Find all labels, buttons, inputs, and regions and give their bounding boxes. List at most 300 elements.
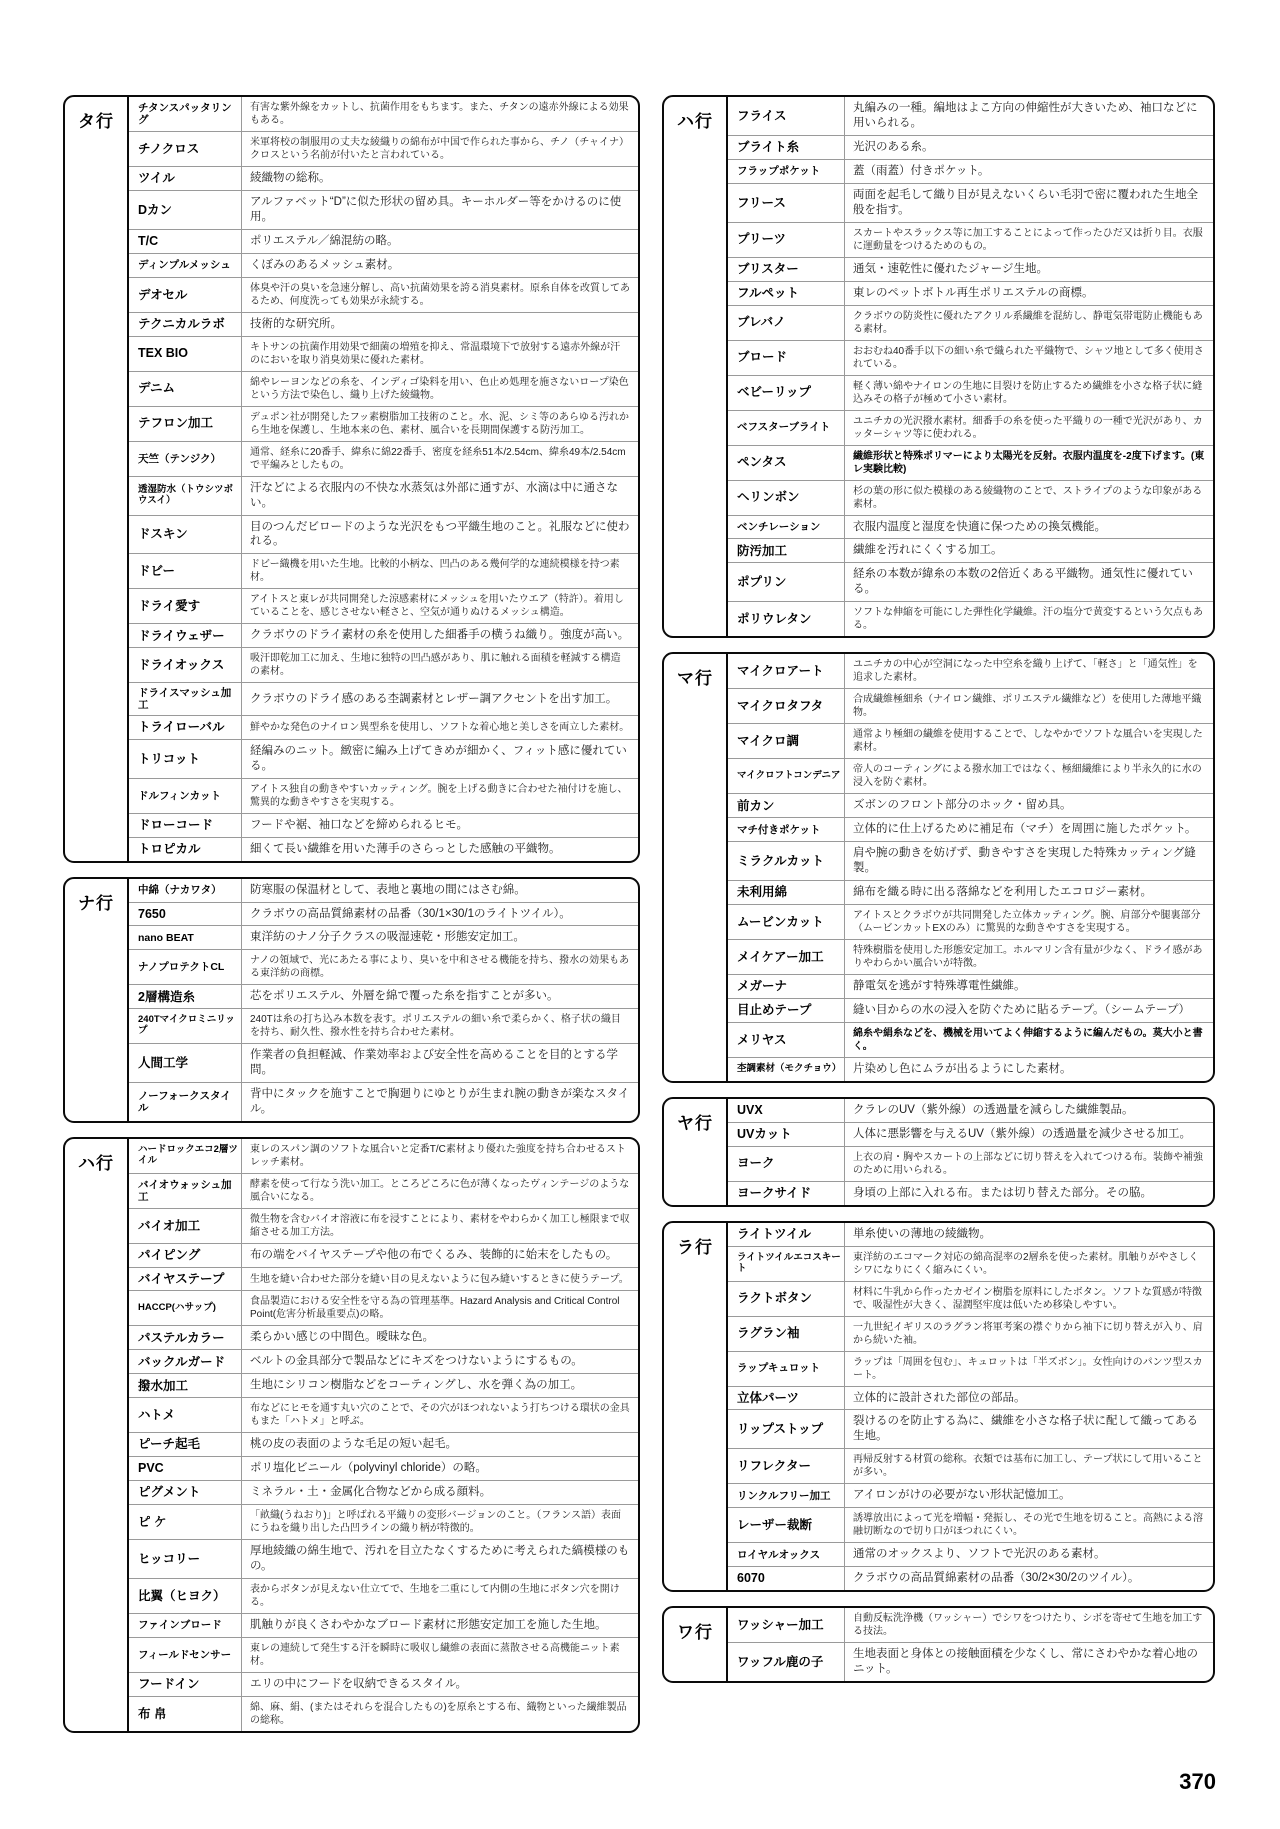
definition-cell: 経糸の本数が緯糸の本数の2倍近くある平織物。通気性に優れている。: [844, 563, 1213, 601]
column-right: [662, 95, 1215, 1683]
term-cell: 人間工学: [138, 1056, 189, 1071]
definition-cell: 両面を起毛して織り目が見えないくらい毛羽で密に覆われた生地全般を指す。: [844, 184, 1213, 222]
section-label: ハ行: [664, 97, 728, 636]
glossary-row: [129, 167, 638, 191]
definition-cell: 桃の皮の表面のような毛足の短い起毛。: [241, 1433, 638, 1456]
term-cell: バックルガード: [138, 1354, 226, 1369]
glossary-row: [728, 689, 1213, 724]
glossary-row: [129, 1481, 638, 1505]
term-cell: ベビーリップ: [737, 385, 812, 400]
glossary-row: [728, 1508, 1213, 1543]
term-cell: メガーナ: [737, 979, 788, 994]
definition-cell: 綿、麻、絹、(またはそれらを混合したもの)を原糸とする布、織物といった繊維製品の総称。: [241, 1697, 638, 1731]
definition-cell: 体臭や汗の臭いを急速分解し、高い抗菌効果を誇る消臭素材。原糸自体を改質してあるため、何度洗っても効果が永続する。: [241, 278, 638, 312]
section-label: ラ行: [664, 1223, 728, 1591]
glossary-row: [728, 306, 1213, 341]
term-cell: ペンタス: [737, 455, 787, 470]
definition-cell: 再帰反射する材質の総称。衣類では基布に加工し、テープ状にして用いることが多い。: [844, 1449, 1213, 1483]
glossary-row: [728, 160, 1213, 184]
term-cell: 目止めテープ: [737, 1003, 812, 1018]
section-rows: [129, 97, 638, 861]
definition-cell: ナノの領域で、光にあたる事により、臭いを中和させる機能を持ち、撥水の効果もある東洋紡の商標。: [241, 950, 638, 984]
glossary-section: [63, 877, 640, 1124]
definition-cell: 厚地綾織の綿生地で、汚れを目立たなくするために考えられた縞模様のもの。: [241, 1540, 638, 1578]
section-rows: [129, 1139, 638, 1731]
definition-cell: 240Tは糸の打ち込み本数を表す。ポリエステルの細い糸で柔らかく、格子状の織目を持ち、耐久性、撥水性を持ち合わせた素材。: [241, 1009, 638, 1043]
definition-cell: 東洋紡のナノ分子クラスの吸湿速乾・形態安定加工。: [241, 926, 638, 949]
definition-cell: 肩や腕の動きを妨げず、動きやすさを実現した特殊カッティング縫製。: [844, 842, 1213, 880]
definition-cell: 布の端をバイヤステープや他の布でくるみ、装飾的に始末をしたもの。: [241, 1244, 638, 1267]
definition-cell: 芯をポリエステル、外層を綿で覆った糸を指すことが多い。: [241, 985, 638, 1008]
glossary-row: [129, 1614, 638, 1638]
glossary-row: [728, 1449, 1213, 1484]
term-cell: マイクロフトコンデニア: [737, 769, 841, 781]
definition-cell: 有害な紫外線をカットし、抗菌作用をもちます。また、チタンの遠赤外線による効果もある。: [241, 97, 638, 131]
definition-cell: 通常、経糸に20番手、緯糸に綿22番手、密度を経糸51本/2.54cm、緯糸49本/2.54cmで平編みとしたもの。: [241, 442, 638, 476]
definition-cell: クラレのUV（紫外線）の透過量を減らした繊維製品。: [844, 1099, 1213, 1122]
section-label: タ行: [65, 97, 129, 861]
definition-cell: ユニチカの中心が空洞になった中空糸を織り上げて、「軽さ」と「通気性」を追求した素材。: [844, 654, 1213, 688]
term-cell: ラクトボタン: [737, 1291, 813, 1306]
glossary-row: [129, 1350, 638, 1374]
glossary-row: [129, 1291, 638, 1326]
glossary-row: [728, 1387, 1213, 1411]
glossary-row: [728, 282, 1213, 306]
term-cell: 布 帛: [138, 1706, 167, 1721]
definition-cell: ラップは「周囲を包む」、キュロットは「半ズボン」。女性向けのパンツ型スカート。: [844, 1352, 1213, 1386]
definition-cell: 細くて長い繊維を用いた薄手のさらっとした感触の平織物。: [241, 838, 638, 861]
term-cell: メイケアー加工: [737, 949, 824, 964]
definition-cell: 衣服内温度と湿度を快適に保つための換気機能。: [844, 516, 1213, 539]
term-cell: チノクロス: [138, 141, 200, 156]
term-cell: ピーチ起毛: [138, 1437, 201, 1452]
glossary-row: [728, 1223, 1213, 1247]
term-cell: PVC: [138, 1461, 164, 1476]
definition-cell: 綿糸や絹糸などを、機械を用いてよく伸縮するように編んだもの。莫大小と書く。: [844, 1023, 1213, 1057]
term-cell: T/C: [138, 234, 159, 249]
glossary-row: [129, 740, 638, 779]
glossary-row: [129, 926, 638, 950]
section-label: マ行: [664, 654, 728, 1081]
definition-cell: 経編みのニット。緻密に編み上げてきめが細かく、フィット感に優れている。: [241, 740, 638, 778]
glossary-row: [129, 1697, 638, 1731]
term-cell: デニム: [138, 381, 176, 396]
term-cell: ブロード: [737, 350, 788, 365]
definition-cell: 酵素を使って行なう洗い加工。ところどころに色が薄くなったヴィンテージのような風合いになる。: [241, 1174, 638, 1208]
page-number: 370: [1179, 1769, 1216, 1794]
definition-cell: 通常のオックスより、ソフトで光沢のある素材。: [844, 1543, 1213, 1566]
term-cell: ラグラン袖: [737, 1326, 800, 1341]
glossary-row: [129, 1244, 638, 1268]
glossary-row: [728, 184, 1213, 223]
glossary-row: [728, 411, 1213, 446]
glossary-row: [129, 97, 638, 132]
glossary-row: [129, 683, 638, 716]
term-cell: ドライオックス: [138, 658, 225, 673]
term-cell: ムービンカット: [737, 914, 824, 929]
term-cell: 杢調素材（モクチョウ）: [737, 1062, 842, 1074]
glossary-row: [129, 1083, 638, 1121]
glossary-row: [728, 446, 1213, 481]
definition-cell: 材料に牛乳から作ったカゼイン樹脂を原料にしたボタン。ソフトな質感が特徴で、吸湿性が大きく、湿潤堅牢度は低いため移染しやすい。: [844, 1282, 1213, 1316]
glossary-section: [662, 652, 1215, 1083]
glossary-row: [728, 376, 1213, 411]
definition-cell: 杉の葉の形に似た模様のある綾織物のことで、ストライプのような印象がある素材。: [844, 481, 1213, 515]
definition-cell: 技術的な研究所。: [241, 313, 638, 336]
definition-cell: 片染めし色にムラが出るようにした素材。: [844, 1058, 1213, 1081]
glossary-row: [129, 442, 638, 477]
glossary-row: [129, 230, 638, 254]
definition-cell: 東洋紡のエコマーク対応の綿高混率の2層糸を使った素材。肌触りがやさしくシワになりにくく縮みにくい。: [844, 1247, 1213, 1281]
term-cell: フードイン: [138, 1677, 200, 1692]
definition-cell: 立体的に仕上げるために補足布（マチ）を周囲に施したポケット。: [844, 818, 1213, 841]
definition-cell: 生地にシリコン樹脂などをコーティングし、水を弾く為の加工。: [241, 1374, 638, 1397]
term-cell: ワッシャー加工: [737, 1617, 824, 1632]
term-cell: UVカット: [737, 1126, 792, 1141]
term-cell: UVX: [737, 1103, 763, 1118]
term-cell: メリヤス: [737, 1032, 787, 1047]
glossary-row: [129, 1174, 638, 1209]
section-rows: [728, 1223, 1213, 1591]
definition-cell: 綿やレーヨンなどの糸を、インディゴ染料を用い、色止め処理を施さないロープ染色という方法で染色し、織り上げた綾織物。: [241, 372, 638, 406]
glossary-row: [129, 879, 638, 903]
glossary-row: [129, 1326, 638, 1350]
term-cell: ヒッコリー: [138, 1551, 201, 1566]
glossary-section: [662, 1606, 1215, 1683]
term-cell: ナノプロテクトCL: [138, 961, 225, 974]
definition-cell: アイトス独自の動きやすいカッティング。腕を上げる動きに合わせた袖付けを施し、驚異的な動きやすさを実現する。: [241, 779, 638, 813]
definition-cell: 防寒服の保温材として、表地と裏地の間にはさむ綿。: [241, 879, 638, 902]
term-cell: ヨークサイド: [737, 1185, 812, 1200]
section-label: ヤ行: [664, 1099, 728, 1205]
definition-cell: 生地表面と身体との接触面積を少なくし、常にさわやかな着心地のニット。: [844, 1643, 1213, 1681]
definition-cell: くぼみのあるメッシュ素材。: [241, 254, 638, 277]
definition-cell: 人体に悪影響を与えるUV（紫外線）の透過量を減少させる加工。: [844, 1123, 1213, 1146]
glossary-row: [728, 881, 1213, 905]
glossary-row: [129, 1009, 638, 1044]
glossary-row: [129, 407, 638, 442]
definition-cell: アイトスと東レが共同開発した涼感素材にメッシュを用いたウエア（特許）。着用していることを、感じさせない軽さと、空気が通りぬけるメッシュ構造。: [241, 589, 638, 623]
definition-cell: 綾織物の総称。: [241, 167, 638, 190]
term-cell: デオセル: [138, 287, 188, 302]
glossary-row: [129, 1268, 638, 1291]
definition-cell: アイロンがけの必要がない形状記憶加工。: [844, 1484, 1213, 1507]
term-cell: ドルフィンカット: [138, 789, 222, 802]
definition-cell: 単糸使いの薄地の綾織物。: [844, 1223, 1213, 1246]
section-rows: [728, 97, 1213, 636]
term-cell: 前カン: [737, 798, 775, 813]
term-cell: ノーフォークスタイル: [138, 1090, 231, 1115]
term-cell: パイピング: [138, 1248, 201, 1263]
glossary-row: [728, 1410, 1213, 1449]
glossary-row: [728, 602, 1213, 636]
term-cell: ツイル: [138, 171, 175, 186]
definition-cell: フードや裾、袖口などを締められるヒモ。: [241, 814, 638, 837]
definition-cell: 軽く薄い綿やナイロンの生地に目裂けを防止するため繊維を小さな格子状に縫込みその格子が極めて小さい素材。: [844, 376, 1213, 410]
glossary-row: [129, 132, 638, 167]
term-cell: チタンスパッタリング: [138, 101, 232, 126]
glossary-row: [728, 539, 1213, 563]
glossary-row: [728, 1643, 1213, 1681]
definition-cell: 光沢のある糸。: [844, 136, 1213, 159]
definition-cell: 目のつんだビロードのような光沢をもつ平織生地のこと。礼服などに使われる。: [241, 516, 638, 554]
definition-cell: スカートやスラックス等に加工することによって作ったひだ又は折り目。衣服に運動量をつけるためのもの。: [844, 223, 1213, 257]
glossary-row: [728, 223, 1213, 258]
definition-cell: 東レのペットボトル再生ポリエステルの商標。: [844, 282, 1213, 305]
glossary-row: [129, 1505, 638, 1540]
term-cell: ブライト糸: [737, 140, 800, 155]
definition-cell: デュポン社が開発したフッ素樹脂加工技術のこと。水、泥、シミ等のあらゆる汚れから生地を保護し、生地本来の色、素材、風合いを長期間保護する防汚加工。: [241, 407, 638, 441]
definition-cell: クラボウの高品質綿素材の品番（30/2×30/2のツイル）。: [844, 1567, 1213, 1590]
term-cell: ポリウレタン: [737, 612, 812, 627]
glossary-row: [728, 818, 1213, 842]
glossary-row: [728, 1023, 1213, 1058]
glossary-section: [63, 1137, 640, 1733]
definition-cell: 丸編みの一種。編地はよこ方向の伸縮性が大きいため、袖口などに用いられる。: [844, 97, 1213, 135]
term-cell: トロピカル: [138, 841, 201, 856]
glossary-row: [129, 372, 638, 407]
glossary-row: [129, 554, 638, 589]
glossary-row: [728, 1608, 1213, 1643]
glossary-section: [662, 1097, 1215, 1207]
glossary-row: [129, 903, 638, 927]
glossary-row: [728, 563, 1213, 602]
term-cell: 2層構造糸: [138, 989, 195, 1004]
section-rows: [728, 1608, 1213, 1681]
glossary-row: [129, 1433, 638, 1457]
definition-cell: ポリエステル／綿混紡の略。: [241, 230, 638, 253]
definition-cell: ドビー織機を用いた生地。比較的小柄な、凹凸のある幾何学的な連続模様を持つ素材。: [241, 554, 638, 588]
term-cell: ワッフル鹿の子: [737, 1654, 824, 1669]
term-cell: トライローバル: [138, 720, 225, 735]
definition-cell: 縫い目からの水の浸入を防ぐために貼るテープ。（シームテープ）: [844, 999, 1213, 1022]
term-cell: ベンチレーション: [737, 520, 821, 533]
term-cell: フルペット: [737, 285, 800, 300]
term-cell: バイオ加工: [138, 1218, 201, 1233]
term-cell: ピ ケ: [138, 1514, 167, 1529]
term-cell: プリーツ: [737, 232, 787, 247]
glossary-row: [129, 254, 638, 278]
definition-cell: 通常より極細の繊維を使用することで、しなやかでソフトな風合いを実現した素材。: [844, 724, 1213, 758]
glossary-row: [728, 136, 1213, 160]
term-cell: ディンプルメッシュ: [138, 259, 231, 272]
term-cell: ファインブロード: [138, 1619, 222, 1632]
definition-cell: 布などにヒモを通す丸い穴のことで、その穴がほつれないよう打ちつける環状の金具もまた「ハトメ」と呼ぶ。: [241, 1398, 638, 1432]
definition-cell: 「畝織(うねおり)」と呼ばれる平織りの変形バージョンのこと。（フランス語）表面にうねを織り出した凸凹ラインの織り柄が特徴的。: [241, 1505, 638, 1539]
definition-cell: 汗などによる衣服内の不快な水蒸気は外部に通すが、水滴は中に通さない。: [241, 477, 638, 515]
term-cell: nano BEAT: [138, 931, 194, 944]
glossary-row: [129, 1673, 638, 1697]
glossary-section: [662, 95, 1215, 638]
glossary-row: [129, 191, 638, 230]
section-label: ナ行: [65, 879, 129, 1122]
term-cell: ライトツイル: [737, 1226, 812, 1241]
glossary-row: [129, 1139, 638, 1174]
definition-cell: 鮮やかな発色のナイロン異型糸を使用し、ソフトな着心地と美しさを両立した素材。: [241, 716, 638, 738]
definition-cell: 繊維を汚れにくくする加工。: [844, 539, 1213, 562]
column-left: [63, 95, 640, 1733]
definition-cell: 米軍将校の制服用の丈夫な綾織りの綿布が中国で作られた事から、チノ（チャイナ）クロスという名前が付いたと言われている。: [241, 132, 638, 166]
glossary-row: [728, 1543, 1213, 1567]
definition-cell: クラボウのドライ素材の糸を使用した細番手の横うね織り。強度が高い。: [241, 624, 638, 647]
definition-cell: クラボウの高品質綿素材の品番（30/1×30/1のライトツイル）。: [241, 903, 638, 926]
glossary-row: [728, 940, 1213, 975]
definition-cell: クラボウの防炎性に優れたアクリル系繊維を混紡し、静電気帯電防止機能もある素材。: [844, 306, 1213, 340]
definition-cell: 上衣の肩・胸やスカートの上部などに切り替えを入れてつける布。装飾や補強のために用いられる。: [844, 1147, 1213, 1181]
definition-cell: クラボウのドライ感のある杢調素材とレザー調アクセントを出す加工。: [241, 683, 638, 715]
glossary-row: [129, 278, 638, 313]
term-cell: トリコット: [138, 751, 201, 766]
definition-cell: 蓋（雨蓋）付きポケット。: [844, 160, 1213, 183]
glossary-row: [728, 842, 1213, 881]
term-cell: フラップポケット: [737, 165, 821, 178]
definition-cell: 東レのスパン調のソフトな風合いと定番T/C素材より優れた強度を持ち合わせるストレッチ素材。: [241, 1139, 638, 1173]
glossary-row: [728, 1352, 1213, 1387]
definition-cell: 柔らかい感じの中間色。曖昧な色。: [241, 1326, 638, 1349]
glossary-row: [129, 1457, 638, 1481]
term-cell: 透湿防水（トウシツボウスイ）: [138, 483, 234, 506]
definition-cell: 特殊樹脂を使用した形態安定加工。ホルマリン含有量が少なく、ドライ感がありやわらかい風合いが特徴。: [844, 940, 1213, 974]
term-cell: リップストップ: [737, 1422, 824, 1437]
definition-cell: おおむね40番手以下の細い糸で織られた平織物で、シャツ地として多く使用されている。: [844, 341, 1213, 375]
definition-cell: 綿布を織る時に出る落綿などを利用したエコロジー素材。: [844, 881, 1213, 904]
glossary-row: [129, 814, 638, 838]
glossary-row: [728, 1317, 1213, 1352]
term-cell: 240Tマイクロミニリップ: [138, 1014, 235, 1037]
term-cell: ポプリン: [737, 575, 787, 590]
term-cell: TEX BIO: [138, 346, 189, 361]
glossary-row: [728, 724, 1213, 759]
definition-cell: アイトスとクラボウが共同開発した立体カッティング。腕、肩部分や腿裏部分（ムービンカットEXのみ）に驚異的な動きやすさを実現する。: [844, 905, 1213, 939]
term-cell: 7650: [138, 906, 166, 921]
term-cell: 6070: [737, 1571, 765, 1586]
definition-cell: 東レの連続して発生する汗を瞬時に吸収し繊維の表面に蒸散させる高機能ニット素材。: [241, 1638, 638, 1672]
glossary-row: [129, 337, 638, 372]
glossary-row: [129, 1398, 638, 1433]
definition-cell: 食品製造における安全性を守る為の管理基準。Hazard Analysis and Critical Control Point(危害分析最重要点)の略。: [241, 1291, 638, 1325]
glossary-row: [728, 1099, 1213, 1123]
term-cell: ブレバノ: [737, 315, 786, 330]
glossary-row: [129, 716, 638, 739]
glossary-row: [129, 1579, 638, 1614]
definition-cell: 通気・速乾性に優れたジャージ生地。: [844, 258, 1213, 281]
term-cell: レーザー裁断: [737, 1518, 813, 1533]
glossary-row: [728, 794, 1213, 818]
term-cell: フリース: [737, 195, 786, 210]
glossary-row: [129, 589, 638, 624]
term-cell: ピグメント: [138, 1485, 201, 1500]
definition-cell: ベルトの金具部分で製品などにキズをつけないようにするもの。: [241, 1350, 638, 1373]
definition-cell: 生地を縫い合わせた部分を縫い目の見えないように包み縫いするときに使うテープ。: [241, 1268, 638, 1290]
glossary-row: [129, 779, 638, 814]
term-cell: ライトツイルエコスキート: [737, 1251, 841, 1274]
definition-cell: 一九世紀イギリスのラグラン将軍考案の襟ぐりから袖下に切り替えが入り、肩から続いた袖。: [844, 1317, 1213, 1351]
term-cell: ヨーク: [737, 1156, 775, 1171]
term-cell: 比翼（ヒヨク）: [138, 1588, 226, 1603]
glossary-row: [728, 258, 1213, 282]
definition-cell: 誘導放出によって光を増幅・発振し、その光で生地を切ること。高熱による溶融切断なので切り口がほつれにくい。: [844, 1508, 1213, 1542]
glossary-row: [728, 341, 1213, 376]
term-cell: パステルカラー: [138, 1330, 225, 1345]
term-cell: 立体パーツ: [737, 1390, 800, 1405]
term-cell: ロイヤルオックス: [737, 1548, 821, 1561]
definition-cell: 繊維形状と特殊ポリマーにより太陽光を反射。衣服内温度を-2度下げます。(東レ実験比較): [844, 446, 1213, 480]
glossary-row: [129, 516, 638, 555]
glossary-row: [129, 313, 638, 337]
glossary-row: [728, 1058, 1213, 1081]
section-rows: [728, 654, 1213, 1081]
definition-cell: 背中にタックを施すことで胸廻りにゆとりが生まれ腕の動きが楽なスタイル。: [241, 1083, 638, 1121]
glossary-row: [129, 985, 638, 1009]
term-cell: フライス: [737, 108, 787, 123]
glossary-section: [63, 95, 640, 863]
definition-cell: アルファベット“D”に似た形状の留め具。キーホルダー等をかけるのに使用。: [241, 191, 638, 229]
term-cell: 未利用綿: [737, 885, 788, 900]
term-cell: ハードロックエコ2層ツイル: [138, 1144, 238, 1167]
definition-cell: ユニチカの光沢撥水素材。細番手の糸を使った平織りの一種で光沢があり、カッターシャツ等に使われる。: [844, 411, 1213, 445]
definition-cell: 身頃の上部に入れる布。または切り替えた部分。その脇。: [844, 1182, 1213, 1205]
glossary-row: [129, 1374, 638, 1398]
term-cell: HACCP(ハサップ): [138, 1301, 216, 1313]
term-cell: ハトメ: [138, 1408, 176, 1422]
glossary-row: [728, 1147, 1213, 1182]
section-label: ワ行: [664, 1608, 728, 1681]
term-cell: バイヤステープ: [138, 1272, 225, 1286]
term-cell: ドスキン: [138, 527, 188, 542]
term-cell: 撥水加工: [138, 1378, 189, 1393]
term-cell: ドビー: [138, 564, 176, 579]
term-cell: 天竺（テンジク）: [138, 452, 222, 465]
definition-cell: 静電気を逃がす特殊導電性繊維。: [844, 975, 1213, 998]
term-cell: ドライ愛す: [138, 599, 201, 614]
definition-cell: 作業者の負担軽減、作業効率および安全性を高めることを目的とする学問。: [241, 1044, 638, 1082]
term-cell: ドライウェザー: [138, 628, 225, 643]
term-cell: ヘリンボン: [737, 490, 800, 505]
glossary-row: [129, 950, 638, 985]
glossary-row: [728, 1282, 1213, 1317]
term-cell: テフロン加工: [138, 416, 214, 431]
glossary-row: [129, 1044, 638, 1083]
glossary-row: [728, 654, 1213, 689]
definition-cell: エリの中にフードを収納できるスタイル。: [241, 1673, 638, 1696]
definition-cell: 肌触りが良くさわやかなブロード素材に形態安定加工を施した生地。: [241, 1614, 638, 1637]
glossary-row: [728, 1567, 1213, 1590]
glossary-row: [728, 999, 1213, 1023]
glossary-row: [728, 759, 1213, 794]
glossary-row: [129, 838, 638, 861]
definition-cell: ポリ塩化ビニール（polyvinyl chloride）の略。: [241, 1457, 638, 1480]
definition-cell: 表からボタンが見えない仕立てで、生地を二重にして内側の生地にボタン穴を開ける。: [241, 1579, 638, 1613]
section-rows: [129, 879, 638, 1122]
term-cell: マイクロアート: [737, 664, 824, 679]
term-cell: バイオウォッシュ加工: [138, 1179, 232, 1204]
definition-cell: 微生物を含むバイオ溶液に布を浸すことにより、素材をやわらかく加工し極限まで収縮させる加工方法。: [241, 1209, 638, 1243]
glossary-row: [728, 905, 1213, 940]
section-rows: [728, 1099, 1213, 1205]
glossary-section: [662, 1221, 1215, 1593]
definition-cell: 立体的に設計された部位の部品。: [844, 1387, 1213, 1410]
glossary-row: [728, 97, 1213, 136]
term-cell: ドローコード: [138, 817, 214, 832]
glossary-row: [728, 1123, 1213, 1147]
term-cell: ドライスマッシュ加工: [138, 687, 232, 712]
glossary-row: [129, 648, 638, 683]
term-cell: 中綿（ナカワタ）: [138, 884, 222, 896]
term-cell: テクニカルラボ: [138, 316, 225, 331]
term-cell: Dカン: [138, 202, 173, 217]
glossary-row: [728, 1182, 1213, 1205]
term-cell: マイクロタフタ: [737, 699, 824, 714]
